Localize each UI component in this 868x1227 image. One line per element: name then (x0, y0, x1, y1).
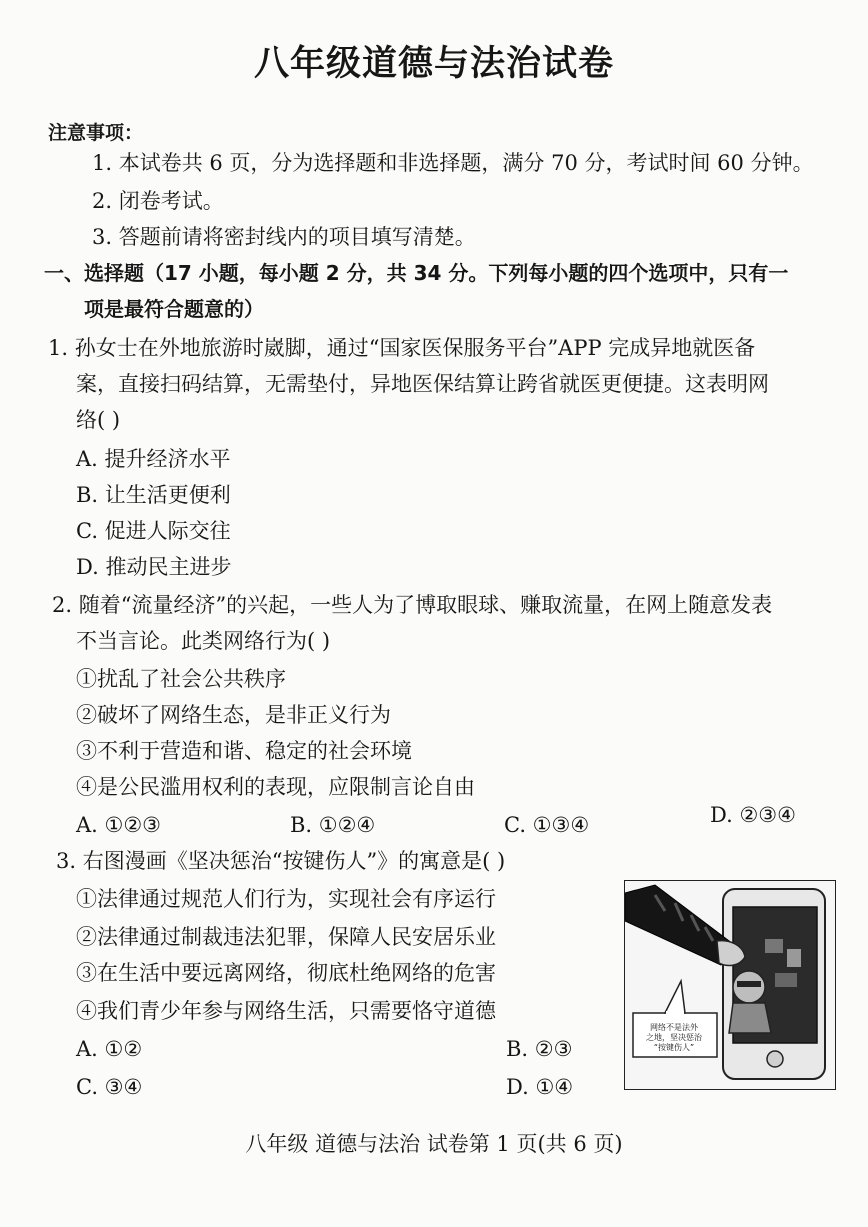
question-3-statement: ③在生活中要远离网络，彻底杜绝网络的危害 (76, 961, 496, 985)
question-2-option-c: C. ①③④ (504, 813, 590, 837)
question-3-option-a: A. ①② (76, 1037, 143, 1061)
question-2-stem: 不当言论。此类网络行为( ) (76, 629, 331, 653)
section-heading-cont: 项是最符合题意的） (84, 297, 264, 321)
question-2-stem: 2. 随着“流量经济”的兴起，一些人为了博取眼球、赚取流量，在网上随意发表 (52, 593, 773, 617)
question-3-option-b: B. ②③ (506, 1037, 573, 1061)
question-1-option-b: B. 让生活更便利 (76, 483, 231, 507)
question-3-statement: ②法律通过制裁违法犯罪，保障人民安居乐业 (76, 925, 496, 949)
question-2-statement: ①扰乱了社会公共秩序 (76, 667, 286, 691)
section-heading: 一、选择题（17 小题，每小题 2 分，共 34 分。下列每小题的四个选项中，只有一 (44, 261, 789, 285)
question-2-statement: ②破坏了网络生态，是非正义行为 (76, 703, 391, 727)
question-1-stem: 案，直接扫码结算，无需垫付，异地医保结算让跨省就医更便捷。这表明网 (76, 372, 769, 396)
cartoon-caption-line: “按键伤人” (653, 1043, 695, 1052)
question-2-option-a: A. ①②③ (76, 813, 161, 837)
question-1-stem: 络( ) (76, 408, 121, 432)
question-1-option-a: A. 提升经济水平 (76, 447, 231, 471)
question-3-option-d: D. ①④ (506, 1075, 574, 1099)
notice-item: 2. 闭卷考试。 (92, 189, 224, 213)
question-1-option-c: C. 促进人际交往 (76, 519, 231, 543)
notice-item: 3. 答题前请将密封线内的项目填写清楚。 (92, 225, 476, 249)
question-3-statement: ①法律通过规范人们行为，实现社会有序运行 (76, 887, 496, 911)
question-3-stem: 3. 右图漫画《坚决惩治“按键伤人”》的寓意是( ) (56, 849, 506, 873)
question-1-option-d: D. 推动民主进步 (76, 555, 232, 579)
question-2-option-b: B. ①②④ (290, 813, 376, 837)
question-2-statement: ④是公民滥用权利的表现，应限制言论自由 (76, 775, 475, 799)
question-1-stem: 1. 孙女士在外地旅游时崴脚，通过“国家医保服务平台”APP 完成异地就医备 (48, 336, 756, 360)
notice-item: 1. 本试卷共 6 页，分为选择题和非选择题，满分 70 分，考试时间 60 分钟。 (92, 151, 814, 175)
cartoon-illustration (624, 880, 836, 1090)
question-2-option-d: D. ②③④ (710, 803, 796, 827)
cartoon-speech-bubble (635, 1023, 713, 1053)
question-3-statement: ④我们青少年参与网络生活，只需要恪守道德 (76, 999, 496, 1023)
cartoon-drawing (625, 881, 835, 1089)
notice-heading: 注意事项： (48, 122, 144, 144)
page-footer: 八年级 道德与法治 试卷第 1 页(共 6 页) (245, 1132, 623, 1156)
page-title: 八年级道德与法治试卷 (253, 44, 614, 84)
cartoon-caption-line: 网络不是法外 (650, 1023, 698, 1032)
cartoon-caption-line: 之地，坚决惩治 (646, 1033, 702, 1042)
question-3-option-c: C. ③④ (76, 1075, 143, 1099)
question-2-statement: ③不利于营造和谐、稳定的社会环境 (76, 739, 412, 763)
